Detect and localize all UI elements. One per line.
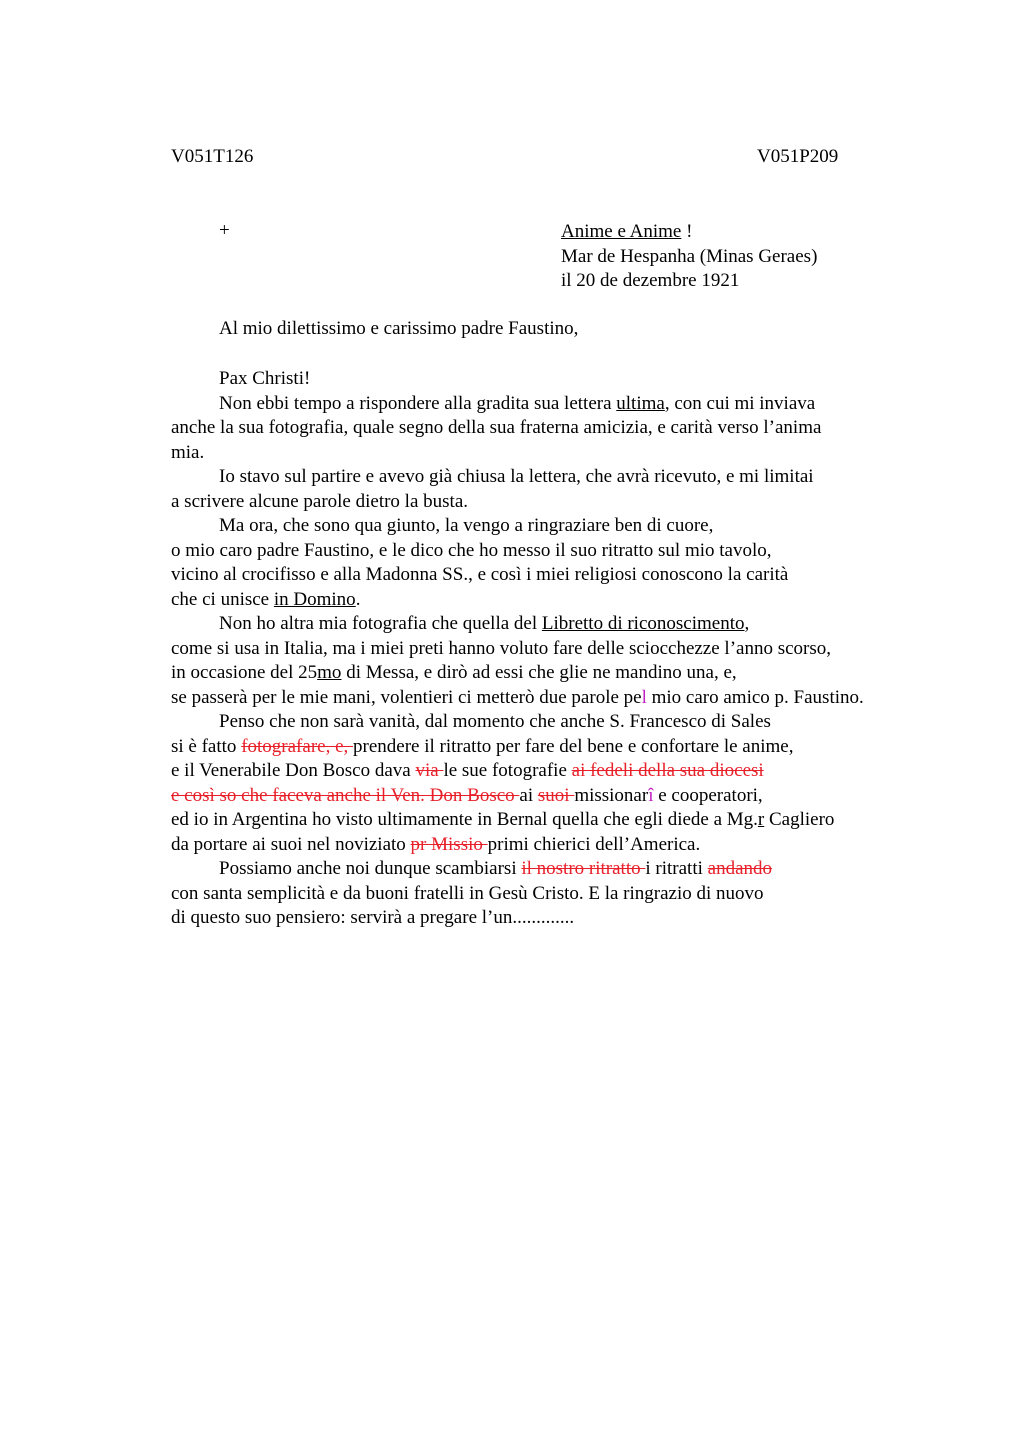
deleted-text: via	[415, 760, 444, 781]
text-span: .	[355, 588, 361, 610]
text-span: primi chierici dell’America.	[487, 833, 701, 855]
deleted-text: suoi	[537, 784, 575, 806]
motto-mark: !	[681, 221, 693, 242]
text-span: e cooperatori,	[653, 784, 763, 806]
text-span: in occasione del 25	[171, 662, 318, 683]
text-line	[171, 833, 971, 858]
text-line: Penso che non sarà vanità, dal momento che anche S. Francesco di Sales	[219, 711, 771, 732]
text-line	[171, 784, 971, 809]
text-span: si è fatto	[171, 735, 242, 757]
deleted-text: e così so che faceva anche il Ven. Don Bosco	[171, 784, 520, 806]
underlined-text: r	[757, 809, 765, 830]
text-line: come si usa in Italia, ma i miei preti hanno voluto fare delle sciocchezze l’anno scorso,	[171, 637, 832, 659]
greeting: Pax Christi!	[219, 368, 311, 389]
text-span: Non ho altra mia fotografia che quella del	[219, 613, 542, 634]
text-line: vicino al crocifisso e alla Madonna SS., e così i miei religiosi conoscono la carità	[171, 564, 789, 585]
text-span: Non ebbi tempo a rispondere alla gradita sua lettera	[219, 392, 617, 414]
text-line	[171, 588, 971, 613]
text-span: da portare ai suoi nel noviziato	[171, 833, 411, 855]
text-span: di Messa, e dirò ad essi che glie ne mandino una, e,	[341, 662, 737, 683]
text-span: Cagliero	[764, 809, 835, 830]
text-line	[171, 759, 971, 784]
text-span: se passerà per le mie mani, volentieri ci metterò due parole pe	[171, 686, 642, 708]
text-line	[171, 686, 971, 711]
text-line	[171, 857, 971, 882]
underlined-text: mo	[317, 662, 342, 683]
motto: Anime e Anime	[561, 221, 682, 242]
text-line: o mio caro padre Faustino, e le dico che ho messo il suo ritratto sul mio tavolo,	[171, 539, 772, 561]
text-span: ,	[744, 613, 750, 634]
inserted-text: î	[648, 784, 654, 806]
underlined-text: Libretto di riconoscimento	[541, 613, 745, 634]
text-span: le sue fotografie	[443, 760, 572, 781]
deleted-text: fotografare, e,	[241, 735, 354, 757]
text-span: , con cui mi inviava	[664, 392, 816, 414]
text-span: ai	[519, 784, 538, 806]
text-line: Io stavo sul partire e avevo già chiusa la lettera, che avrà ricevuto, e mi limitai	[219, 466, 814, 487]
text-line: Ma ora, che sono qua giunto, la vengo a ringraziare ben di cuore,	[219, 515, 714, 536]
text-line	[171, 735, 971, 760]
text-span: e il Venerabile Don Bosco dava	[171, 760, 416, 781]
reference-code-right: V051P209	[757, 146, 839, 167]
text-span: prendere il ritratto per fare del bene e confortare le anime,	[353, 735, 794, 757]
cross-symbol: +	[219, 220, 230, 241]
text-line	[171, 392, 971, 417]
text-line	[171, 808, 971, 833]
text-span: missionar	[574, 784, 649, 806]
deleted-text: il nostro ritratto	[521, 858, 646, 879]
deleted-text: ai fedeli della sua diocesi	[571, 760, 764, 781]
letter-heading	[561, 220, 817, 294]
salutation: Al mio dilettissimo e carissimo padre Faustino,	[219, 318, 579, 339]
deleted-text: andando	[707, 858, 773, 879]
text-line	[171, 661, 971, 686]
underlined-text: in Domino	[273, 588, 356, 610]
place-line: Mar de Hespanha (Minas Geraes)	[561, 245, 818, 267]
letter-body	[171, 367, 971, 931]
text-span: i ritratti	[645, 858, 708, 879]
text-span: mio caro amico p. Faustino.	[646, 686, 864, 708]
inserted-text: l	[641, 686, 647, 708]
text-line: a scrivere alcune parole dietro la busta.	[171, 490, 468, 512]
deleted-text: pr Missio	[410, 833, 488, 855]
text-span: che ci unisce	[171, 588, 274, 610]
reference-code-left: V051T126	[171, 146, 254, 167]
text-line: mia.	[171, 441, 205, 463]
underlined-text: ultima	[616, 392, 665, 414]
text-line	[171, 612, 971, 637]
date-line: il 20 de dezembre 1921	[561, 270, 740, 291]
text-span: ed io in Argentina ho visto ultimamente in Bernal quella che egli diede a Mg.	[171, 809, 758, 830]
text-line: anche la sua fotografia, quale segno della sua fraterna amicizia, e carità verso l’anima	[171, 417, 822, 438]
text-line: con santa semplicità e da buoni fratelli in Gesù Cristo. E la ringrazio di nuovo	[171, 882, 764, 904]
motto-line	[561, 220, 817, 245]
text-line: di questo suo pensiero: servirà a pregare l’un.............	[171, 907, 575, 928]
text-span: Possiamo anche noi dunque scambiarsi	[219, 858, 522, 879]
